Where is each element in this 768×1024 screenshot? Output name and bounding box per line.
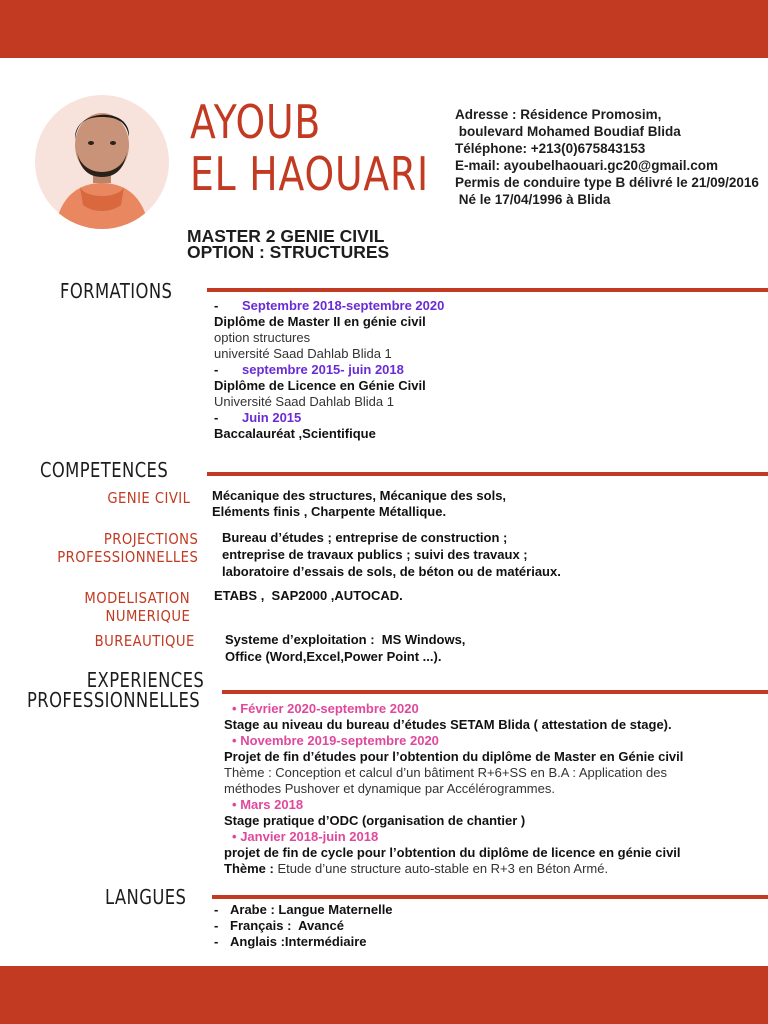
dash: - [214, 934, 219, 949]
experience-theme: Thème : Conception et calcul d’un bâtiment R+6+SS en B.A : Application des [224, 765, 667, 780]
genie-civil-line: Mécanique des structures, Mécanique des sols, [212, 488, 507, 503]
experience-theme: Etude d’une structure auto-stable en R+3 en Béton Armé. [277, 861, 609, 876]
modelisation-label-1: MODELISATION [84, 589, 190, 607]
dash: - [214, 298, 219, 313]
langues-list [214, 902, 393, 950]
experiences-heading-2: PROFESSIONNELLES [26, 688, 200, 712]
bullet: • [232, 733, 237, 748]
experience-line: Projet de fin d’études pour l’obtention du diplôme de Master en Génie civil [224, 749, 684, 764]
langue-item [214, 902, 393, 918]
experience-line: Stage pratique d’ODC (organisation de chantier ) [224, 813, 526, 828]
formations-rule [207, 288, 768, 292]
experience-date: Novembre 2019-septembre 2020 [240, 733, 439, 748]
formation-school: Université Saad Dahlab Blida 1 [214, 394, 394, 409]
langue-item [214, 918, 393, 934]
theme-label: Thème : [224, 861, 278, 876]
contact-address: Adresse : Résidence Promosim, [455, 107, 662, 122]
bureautique-line: Systeme d’exploitation : MS Windows, [225, 632, 466, 647]
langue-text: Français : Avancé [230, 918, 344, 933]
contact-birth: Né le 17/04/1996 à Blida [455, 192, 611, 207]
projections-text [222, 529, 561, 580]
experience-date-row [224, 829, 683, 845]
experience-date: Février 2020-septembre 2020 [240, 701, 419, 716]
experience-date-row [224, 733, 683, 749]
experience-date: Mars 2018 [240, 797, 304, 812]
formations-list [214, 298, 444, 442]
bureautique-label: BUREAUTIQUE [94, 632, 195, 650]
formation-date: Septembre 2018-septembre 2020 [242, 298, 445, 313]
modelisation-text [214, 588, 403, 604]
genie-civil-label: GENIE CIVIL [106, 489, 190, 507]
modelisation-label-2: NUMERIQUE [105, 607, 190, 625]
experiences-list [224, 701, 683, 877]
dash: - [214, 902, 219, 917]
contact-block [455, 106, 763, 208]
genie-civil-text [212, 488, 506, 520]
job-title-line2: OPTION : STRUCTURES [187, 242, 390, 262]
genie-civil-line: Eléments finis , Charpente Métallique. [212, 504, 447, 519]
projections-label-2: PROFESSIONNELLES [56, 548, 198, 566]
experiences-rule [222, 690, 768, 694]
bullet: • [232, 701, 237, 716]
projections-line: entreprise de travaux publics ; suivi des travaux ; [222, 547, 528, 562]
projections-label-1: PROJECTIONS [103, 530, 198, 548]
bureautique-text [225, 631, 465, 665]
competences-rule [207, 472, 768, 476]
dash: - [214, 918, 219, 933]
formation-item-1-date-row [214, 298, 444, 314]
formation-title: Diplôme de Master II en génie civil [214, 314, 426, 329]
competences-heading: COMPETENCES [40, 458, 169, 482]
experience-theme-row [224, 861, 683, 877]
formation-date: septembre 2015- juin 2018 [242, 362, 404, 377]
dash: - [214, 410, 219, 425]
langue-text: Arabe : Langue Maternelle [230, 902, 393, 917]
experience-date-row [224, 701, 683, 717]
formation-title: Diplôme de Licence en Génie Civil [214, 378, 426, 393]
formation-detail: option structures [214, 330, 311, 345]
contact-email: E-mail: ayoubelhaouari.gc20@gmail.com [455, 158, 718, 173]
bottom-band [0, 966, 768, 1024]
contact-address-line2: boulevard Mohamed Boudiaf Blida [455, 124, 681, 139]
bullet: • [232, 829, 237, 844]
bureautique-line: Office (Word,Excel,Power Point ...). [225, 649, 442, 664]
projections-line: Bureau d’études ; entreprise de construction ; [222, 530, 508, 545]
experience-date-row [224, 797, 683, 813]
experience-line: Stage au niveau du bureau d’études SETAM Blida ( attestation de stage). [224, 717, 672, 732]
experience-date: Janvier 2018-juin 2018 [240, 829, 379, 844]
last-name: EL HAOUARI [190, 147, 429, 201]
first-name: AYOUB [190, 95, 322, 149]
modelisation-line: ETABS , SAP2000 ,AUTOCAD. [214, 588, 403, 603]
formation-date: Juin 2015 [242, 410, 302, 425]
experience-line: projet de fin de cycle pour l’obtention du diplôme de licence en génie civil [224, 845, 681, 860]
formation-item-3-date-row [214, 410, 444, 426]
experiences-heading-1: EXPERIENCES [86, 668, 204, 692]
bullet: • [232, 797, 237, 812]
profile-photo [35, 95, 169, 229]
projections-line: laboratoire d’essais de sols, de béton ou de matériaux. [222, 564, 561, 579]
contact-phone: Téléphone: +213(0)675843153 [455, 141, 646, 156]
langues-rule [212, 895, 768, 899]
job-title-line1: MASTER 2 GENIE CIVIL [187, 226, 385, 246]
formation-school: université Saad Dahlab Blida 1 [214, 346, 392, 361]
formations-heading: FORMATIONS [60, 279, 173, 303]
dash: - [214, 362, 219, 377]
langue-item [214, 934, 393, 950]
top-band [0, 0, 768, 58]
formation-item-2-date-row [214, 362, 444, 378]
experience-theme: méthodes Pushover et dynamique par Accélérogrammes. [224, 781, 555, 796]
contact-license: Permis de conduire type B délivré le 21/09/2016 [455, 175, 759, 190]
formation-title: Baccalauréat ,Scientifique [214, 426, 376, 441]
langue-text: Anglais :Intermédiaire [230, 934, 367, 949]
langues-heading: LANGUES [105, 885, 187, 909]
